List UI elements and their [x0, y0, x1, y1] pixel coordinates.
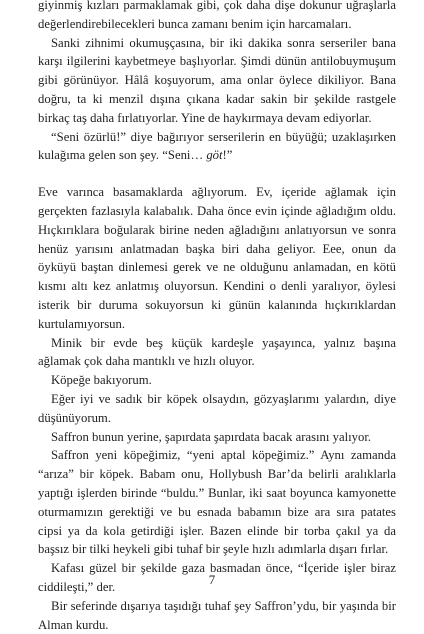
paragraph: giyinmiş kızları parmaklamak gibi, çok daha dişe dokunur uğraşlarla değerlendirebilecekleri bunca zamanı benim için harcamaları.: [38, 0, 396, 31]
paragraph-text: “Seni özürlü!” diye bağırıyor serserilerin en büyüğü; uzaklaşırken kulağıma gelen son şey. “Seni…: [38, 129, 396, 163]
paragraph: [38, 128, 396, 166]
paragraph: Saffron bunun yerine, şapırdata şapırdata bacak arasını yalıyor.: [51, 429, 372, 444]
paragraph: Sanki zihnimi okumuşçasına, bir iki dakika sonra serseriler bana karşı ilgilerini kaybetmeye başlıyorlar. Şimdi dünün antilobuymuşum gibi görünüyor. Hâlâ koşuyorum, ama onlar öylece dikiliyor. Bana doğru, ta ki menzil dışına çıkana kadar sakin bir şekilde rastgele birkaç taş daha fırlatıyorlar. Yine de haykırmaya devam ediyorlar.: [38, 35, 396, 125]
paragraph: Eğer iyi ve sadık bir köpek olsaydın, gözyaşlarımı yalardın, diye düşünüyorum.: [38, 391, 396, 425]
section-1: [38, 0, 396, 165]
italic-word: göt: [206, 148, 223, 163]
paragraph: Köpeğe bakıyorum.: [51, 373, 152, 388]
paragraph-tail: !”: [222, 148, 233, 163]
paragraph: Kafası güzel bir şekilde gaza basmadan önce, “İçeride işler biraz ciddileşti,” der.: [38, 561, 396, 594]
page-number: 7: [208, 572, 216, 587]
section-break: [38, 165, 396, 183]
book-page-body: [38, 0, 396, 634]
paragraph: Minik bir evde beş küçük kardeşle yaşayınca, yalnız başına ağlamak çok daha mantıklı ve hızlı oluyor.: [38, 335, 396, 369]
paragraph: Saffron yeni köpeğimiz, “yeni aptal köpeğimiz.” Aynı zamanda “arıza” bir köpek. Babam onu, Hollybush Bar’da belirli aralıklarla yaptığı işlerden birinde “buldu.” Bunlar, iki saat boyunca kamyonette oturmamızın gerektiği ve bu esnada babamın bize ara sıra patates cipsi ya da kola getirdiği işler. Bazen elinde bir torba çakıl ya da başsız bir tilki heykeli gibi tuhaf bir şeyle hızlı adımlarla dışarı fırlar.: [38, 448, 396, 557]
paragraph: Eve varınca basamaklarda ağlıyorum. Ev, içeride ağlamak için gerçekten fazlasıyla kalabalık. Daha önce evin içinde ağladığım oldu. Hıçkırıklara boğularak birine neden ağladığını anlatıyorsun ve sonra henüz yarısını anlatmadan başka biri daha geliyor. Eee, onun da öyküyü baştan dinlemesi gerek ve ne olduğunu anlamadan, en kötü kısmı altı kez anlatmış oluyorsun. Kendini o denli yaralıyor, öylesi isterik bir duruma sokuyorsun ki günün kalanında hıçkırıklardan kurtulamıyorsun.: [38, 185, 396, 331]
paragraph: Bir seferinde dışarıya taşıdığı tuhaf şey Saffron’ydu, bir yaşında bir Alman kurdu.: [38, 598, 396, 632]
section-2: [38, 183, 396, 634]
